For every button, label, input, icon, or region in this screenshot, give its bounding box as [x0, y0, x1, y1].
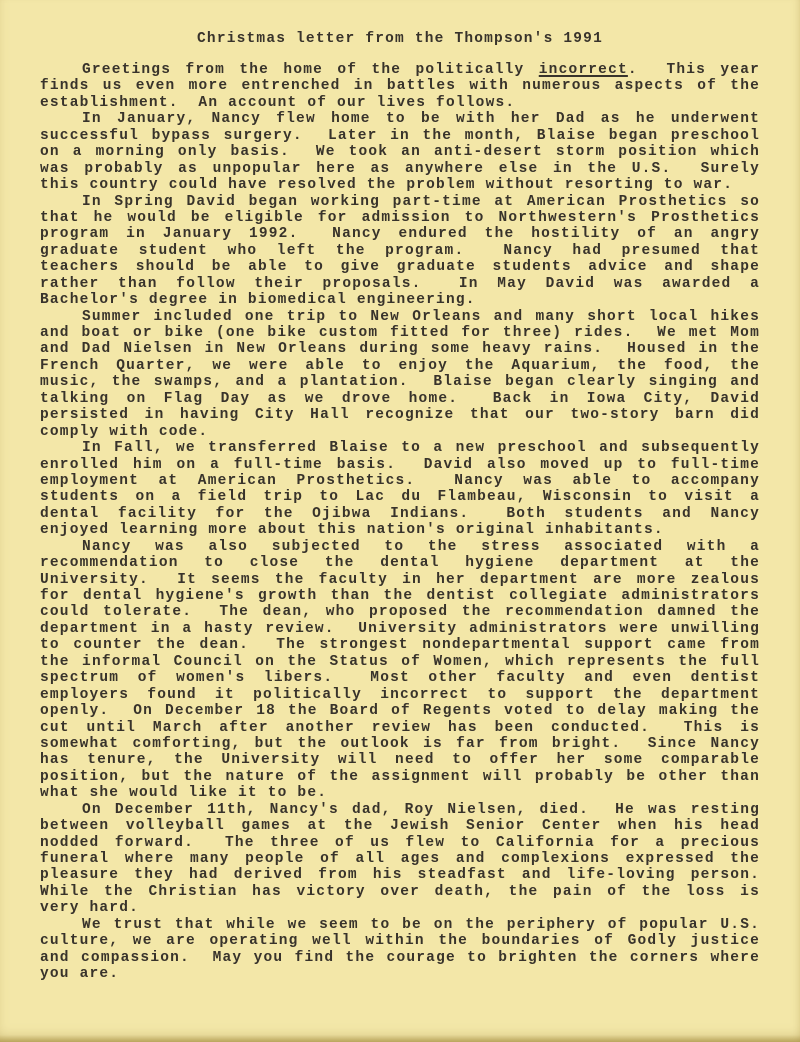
letter-line: persisted in having City Hall recognize that our two-story barn did [40, 407, 760, 424]
letter-line: funeral where many people of all ages and complexions expressed the [40, 851, 760, 867]
underlined-text: incorrect [538, 62, 628, 78]
letter-line: this country could have resolved the problem without resorting to war. [40, 177, 734, 194]
letter-line: spectrum of women's libers. Most other faculty and even dentist [40, 670, 760, 687]
letter-line: very hard. [40, 900, 140, 917]
letter-line: to counter the dean. The strongest nondepartmental support came from [40, 637, 760, 654]
letter-line: somewhat comforting, but the outlook is far from bright. Since Nancy [40, 735, 760, 752]
letter-line: for dental hygiene's growth than the dentist collegiate administrators [40, 588, 760, 604]
letter-line: has tenure, the University will need to offer her some comparable [40, 752, 760, 769]
letter-line: comply with code. [40, 423, 209, 440]
letter-title: Christmas letter from the Thompson's 1991 [197, 31, 603, 47]
letter-line: While the Christian has victory over death, the pain of the loss is [40, 883, 760, 900]
letter-line: establishment. An account of our lives follows. [40, 94, 516, 111]
letter-line: employment at American Prosthetics. Nancy was able to accompany [40, 472, 760, 489]
page-edge-shadow [0, 1035, 800, 1042]
letter-line: dental facility for the Ojibwa Indians. Both students and Nancy [40, 505, 760, 522]
letter-line: In January, Nancy flew home to be with her Dad as he underwent [82, 111, 760, 128]
letter-line: position, but the nature of the assignment will probably be other than [40, 768, 760, 785]
letter-line: recommendation to close the dental hygiene department at the [40, 555, 760, 572]
letter-line: successful bypass surgery. Later in the month, Blaise began preschool [40, 127, 760, 144]
letter-line: was probably as unpopular here as anywhere else in the U.S. Surely [40, 160, 760, 177]
letter-line: enrolled him on a full-time basis. David also moved up to full-time [40, 456, 760, 473]
letter-line: could tolerate. The dean, who proposed the recommendation damned the [40, 604, 760, 621]
letter-line: students on a field trip to Lac du Flambeau, Wisconsin to visit a [40, 489, 760, 506]
letter-line: graduate student who left the program. Nancy had presumed that [40, 242, 760, 259]
letter-line: openly. On December 18 the Board of Regents voted to delay making the [40, 703, 760, 720]
letter-line: culture, we are operating well within the boundaries of Godly justice [40, 933, 760, 950]
letter-line: pleasure they had derived from his steadfast and life-loving person. [40, 867, 760, 884]
letter-body [40, 62, 760, 983]
letter-line: University. It seems the faculty in her department are more zealous [40, 571, 760, 588]
letter-line: Bachelor's degree in biomedical engineering. [40, 292, 476, 309]
letter-line: On December 11th, Nancy's dad, Roy Nielsen, died. He was resting [82, 801, 760, 818]
letter-line: what she would like it to be. [40, 785, 328, 802]
letter-line: rather than follow their proposals. In May David was awarded a [40, 275, 760, 292]
letter-line: cut until March after another review has been conducted. This is [40, 719, 760, 736]
letter-line: between volleyball games at the Jewish Senior Center when his head [40, 818, 760, 835]
letter-line: music, the swamps, and a plantation. Blaise began clearly singing and [40, 374, 760, 391]
letter-line: that he would be eligible for admission to Northwestern's Prosthetics [40, 209, 760, 226]
letter-line: and boat or bike (one bike custom fitted for three) rides. We met Mom [40, 325, 760, 341]
letter-line: finds us even more entrenched in battles with numerous aspects of the [40, 78, 760, 95]
letter-line: department in a hasty review. University administrators were unwilling [40, 620, 760, 637]
letter-line: In Fall, we transferred Blaise to a new preschool and subsequently [82, 440, 760, 457]
letter-line: nodded forward. The three of us flew to California for a precious [40, 834, 760, 851]
letter-line: In Spring David began working part-time at American Prosthetics so [82, 193, 760, 210]
letter-line: Greetings from the home of the politically incorrect. This year [82, 62, 760, 78]
letter-line: Nancy was also subjected to the stress associated with a [82, 538, 760, 555]
letter-line: teachers should be able to give graduate students advice and shape [40, 259, 760, 276]
letter-line: and Dad Nielsen in New Orleans during some heavy rains. Housed in the [40, 341, 760, 358]
letter-line: program in January 1992. Nancy endured the hostility of an angry [40, 226, 760, 243]
letter-line: and compassion. May you find the courage to brighten the corners where [40, 949, 760, 966]
letter-line: enjoyed learning more about this nation's original inhabitants. [40, 522, 664, 539]
letter-line: We trust that while we seem to be on the periphery of popular U.S. [82, 916, 760, 933]
letter-line: talking on Flag Day as we drove home. Back in Iowa City, David [40, 390, 760, 407]
letter-line: you are. [40, 966, 120, 983]
letter-line: French Quarter, we were able to enjoy the Aquarium, the food, the [40, 357, 760, 374]
letter-line: on a morning only basis. We took an anti-desert storm position which [40, 144, 760, 161]
letter-line: the informal Council on the Status of Women, which represents the full [40, 653, 760, 670]
letter-line: Summer included one trip to New Orleans and many short local hikes [82, 308, 760, 325]
letter-line: employers found it politically incorrect to support the department [40, 686, 760, 703]
